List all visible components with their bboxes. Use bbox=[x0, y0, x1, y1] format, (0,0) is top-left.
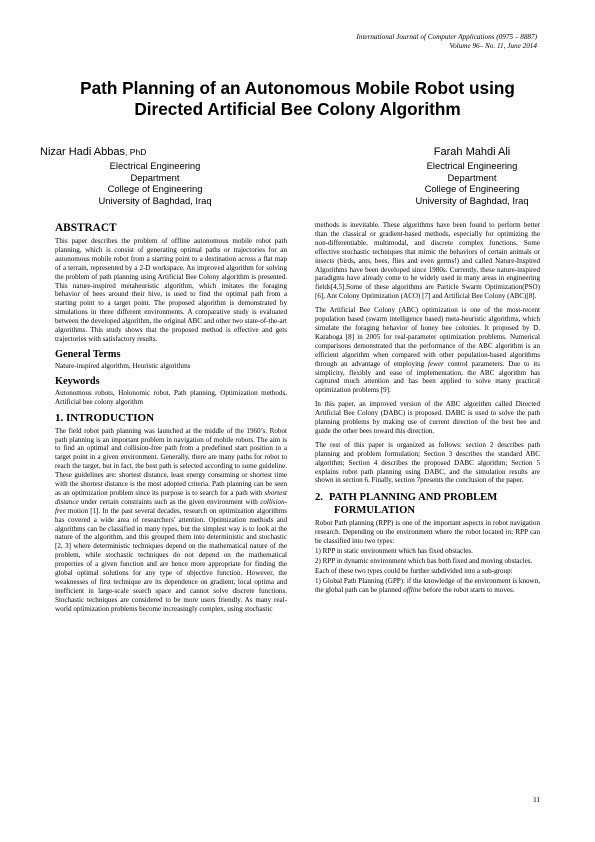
affiliation-line: Department bbox=[447, 171, 497, 183]
introduction-paragraph-3: In this paper, an improved version of the ABC algorithm called Directed Artificial Bee Colony (DABC) is proposed. DABC is used to solve the path planning problems by making use of current direction of the best bee and guide the other bees toward this direction. bbox=[315, 400, 540, 435]
left-column bbox=[55, 220, 287, 619]
title-line-1: Path Planning of an Autonomous Mobile Robot using bbox=[80, 78, 515, 98]
author-block-2 bbox=[392, 146, 552, 206]
section-2-item-3: 1) Global Path Planning (GPP): if the knowledge of the environment is known, the global path can be planned offline before the robot starts to moves. bbox=[315, 576, 540, 594]
journal-header bbox=[356, 33, 537, 51]
abstract-text: This paper describes the problem of offline autonomous mobile robot path planning, which is consist of generating optimal paths or trajectories for an autonomous mobile robot from a starting point to a destination across a flat map of a terrain, represented by a 2-D workspace. An improved algorithm for solving the problem of path planning using Artificial Bee Colony algorithm is presented. This nature-inspired metaheuristic algorithm, which imitates the foraging behavior of bees around their hive, is used to find the optimal path from a starting point to a target point. The proposed algorithm is demonstrated by simulations in three different environments. A comparative study is evaluated between the developed algorithm, the original ABC and other two state-of-the-art algorithms. This study shows that the proposed method is effective and gets trajectories with satisfactory results. bbox=[55, 237, 287, 343]
journal-title: International Journal of Computer Applications (0975 – 8887) bbox=[356, 33, 537, 41]
abstract-heading: ABSTRACT bbox=[55, 222, 117, 234]
page-number: 11 bbox=[533, 795, 541, 804]
affiliation-line: Electrical Engineering bbox=[426, 160, 518, 171]
journal-volume: Volume 96– No. 11, June 2014 bbox=[449, 42, 537, 50]
affiliation-line: Electrical Engineering bbox=[109, 160, 201, 171]
section-2-number: 2. bbox=[315, 492, 323, 504]
section-2-paragraph-1: Robot Path planning (RPP) is one of the important aspects in robot navigation research. Depending on the environment where the robot located in; RPP can be classified into two types: bbox=[315, 519, 540, 546]
affiliation-line: University of Baghdad, Iraq bbox=[98, 194, 212, 206]
section-2-heading-line-1: PATH PLANNING AND PROBLEM bbox=[329, 492, 498, 504]
author-degree: , PhD bbox=[125, 147, 147, 157]
section-2-item-1: 1) RPP in static environment which has fixed obstacles. bbox=[315, 547, 473, 556]
introduction-paragraph-1-continued: methods is inevitable. These algorithms have been found to perform better than the classical or gradient-based methods, especially for optimizing the non-differentiable, multimodal, and discrete complex functions. Some effective stochastic techniques that mimic the behaviors of certain animals or insects (birds, ants, bees, flies and even germs!) and called Nature-Inspired Algorithms have been developed since 1980s. Currently, these nature-inspired paradigms have already come to be widely used in many areas in engineering fields[4,5].Some of these algorithms are Particle Swarm Optimization(PSO)[6], Ant Colony Optimization (ACO) [7] and Artificial Bee Colony (ABC)[8]. bbox=[315, 221, 540, 301]
affiliation-line: University of Baghdad, Iraq bbox=[415, 194, 529, 206]
introduction-paragraph-1: The field robot path planning was launched at the middle of the 1960’s. Robot path planning is an important problem in navigation of mobile robots. The aim is to find an optimal and collision-free path from a predefined start position to a target point in a given environment. Generally, there are many paths for robot to reach the target, but in fact, the best path is selected according to some guideline. These guidelines are: shortest distance, least energy consuming or shortest time with the shortest distance is the most adopted criteria. Path planning can be seen as an optimization problem since its purpose is to search for a path with shortest distance under certain constraints such as the given environment with collision-free motion [1]. In the past several decades, research on optimization algorithms has covered a wide area of researchers' attention. Optimization methods and algorithms can be classified in many types, but the simplest way is to look at the nature of the algorithm, and this grouped them into deterministic and stochastic [2, 3] where deterministic techniques depend on the mathematical nature of the problem, while stochastic techniques do not depend on the mathematical properties of a given function and are hence more appropriate for finding the global optimal solutions for any type of objective function. However, the weaknesses of first technique are its dependence on gradient, local optima and inefficient in large-scale search space and cannot solve discrete functions. Stochastic techniques are considered to be more users friendly. As many real-world optimization problems become increasingly complex, using stochastic bbox=[55, 426, 287, 613]
introduction-heading: 1. INTRODUCTION bbox=[55, 411, 155, 424]
section-2-heading bbox=[315, 491, 540, 517]
affiliation-line: College of Engineering bbox=[107, 183, 203, 195]
introduction-paragraph-2: The Artificial Bee Colony (ABC) optimization is one of the most-recent population based (swarm intelligence based) meta-heuristic algorithms, which simulate the foraging behavior of honey bee colonies. It proposed by D. Karaboga [8] in 2005 for real-parameter optimization problems. Numerical comparisons demonstrated that the performance of the ABC algorithm is an efficient algorithm when compared with other population-based algorithms through an advantage of employing fewer control parameters. Due to its simplicity, flexibly and ease of implementation, the ABC algorithm has captured much attention and has been applied to solve many practical optimization problems [9]. bbox=[315, 306, 541, 395]
general-terms-text: Nature-inspired algorithm, Heuristic algorithms bbox=[55, 361, 191, 370]
section-2-item-2: 2) RPP in dynamic environment which has both fixed and moving obstacles. bbox=[315, 557, 533, 565]
introduction-paragraph-4: The rest of this paper is organized as follows: section 2 describes path planning and problem formulation; Section 3 describes the standard ABC algorithm; Section 4 describes the proposed DABC algorithm; Section 5 explains robot path planning using DABC, and the simulation results are shown in section 6. Finally, section 7presents the conclusion of the paper. bbox=[315, 440, 540, 485]
section-2-paragraph-2: Each of these two types could be further subdivided into a sub-group: bbox=[315, 566, 513, 575]
general-terms-heading: General Terms bbox=[55, 348, 121, 360]
affiliation-line: Department bbox=[130, 171, 180, 183]
right-column bbox=[315, 221, 540, 600]
affiliation-line: College of Engineering bbox=[424, 183, 520, 195]
keywords-text: Autonomous robots, Holonomic robot, Path planning, Optimization methods, Artificial bee colony algorithm bbox=[55, 388, 287, 406]
author-affiliation-2 bbox=[392, 160, 552, 206]
author-name-1: Nizar Hadi Abbas, PhD bbox=[40, 146, 147, 158]
author-affiliation-1 bbox=[40, 160, 270, 206]
paper-title bbox=[40, 78, 555, 120]
section-2-heading-line-2: FORMULATION bbox=[334, 505, 416, 517]
author-name-2: Farah Mahdi Ali bbox=[433, 146, 511, 158]
author-block-1 bbox=[40, 146, 270, 206]
title-line-2: Directed Artificial Bee Colony Algorithm bbox=[134, 99, 461, 119]
keywords-heading: Keywords bbox=[55, 375, 100, 387]
